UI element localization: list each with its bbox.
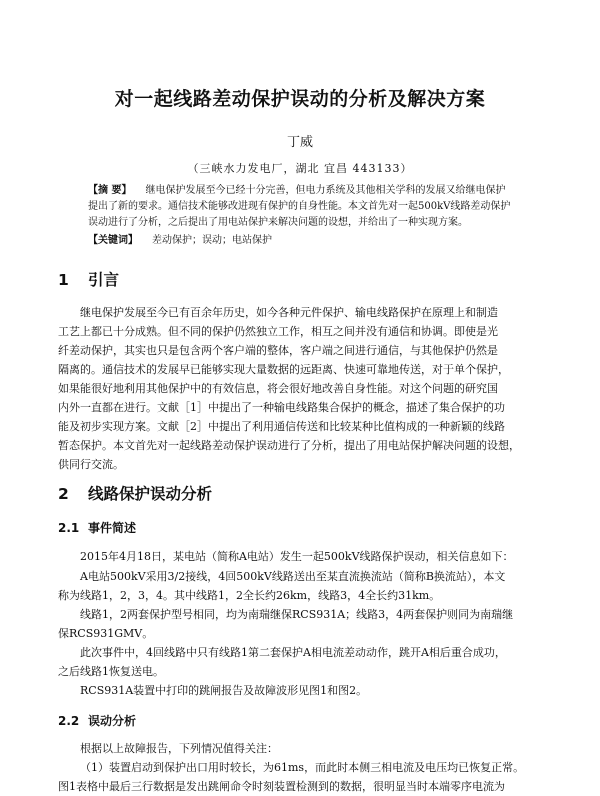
subsection-number: 2.1 (58, 521, 80, 535)
paragraph-line: 如果能很好地利用其他保护中的有效信息，将会很好地改善自身性能。对这个问题的研究国 (58, 382, 498, 395)
paragraph-line: 工艺上都已十分成熟。但不同的保护仍然独立工作，相互之间并没有通信和协调。即使是光 (58, 325, 498, 338)
paragraph-line: 供同行交流。 (58, 458, 124, 471)
abstract-label: 【摘 要】 (88, 185, 132, 196)
abstract-line: 提出了新的要求。通信技术能够改进现有保护的自身性能。本文首先对一起500kV线路差动保护 (88, 201, 511, 212)
abstract-line: 误动进行了分析，之后提出了用电站保护来解决问题的设想，并给出了一种实现方案。 (88, 217, 468, 228)
paragraph-line: 称为线路1，2，3，4。其中线路1，2全长约26km，线路3，4全长约31km。 (58, 589, 441, 602)
subsection-heading (58, 712, 136, 729)
paragraph-line: A电站500kV采用3/2接线，4回500kV线路送出至某直流换流站（简称B换流站），本文 (80, 570, 506, 583)
paragraph-line: 内外一直都在进行。文献［1］中提出了一种输电线路集合保护的概念，描述了集合保护的功 (58, 401, 505, 414)
section-title: 线路保护误动分析 (88, 485, 213, 503)
paragraph-line: 图1表格中最后三行数据是发出跳闸命令时刻装置检测到的数据，很明显当时本端零序电流为 (58, 780, 505, 793)
subsection-title: 事件简述 (88, 521, 137, 535)
paragraph-line: 根据以上故障报告，下列情况值得关注： (80, 742, 278, 755)
abstract-line (88, 183, 518, 198)
section-number: 1 (58, 271, 69, 289)
paragraph-line: 2015年4月18日，某电站（简称A电站）发生一起500kV线路保护误动，相关信息如下： (80, 550, 514, 563)
keywords-line (88, 233, 518, 248)
paragraph-line: 纤差动保护，其实也只是包含两个客户端的整体，客户端之间进行通信，与其他保护仍然是 (58, 344, 498, 357)
paragraph-line: 能及初步实现方案。文献［2］中提出了利用通信传送和比较某种比值构成的一种新颖的线路 (58, 420, 505, 433)
keywords-text: 差动保护；误动；电站保护 (152, 235, 272, 246)
keywords-label: 【关键词】 (88, 235, 138, 246)
paragraph-line: 继电保护发展至今已有百余年历史，如今各种元件保护、输电线路保护在原理上和制造 (80, 306, 498, 319)
paragraph-line: 暂态保护。本文首先对一起线路差动保护误动进行了分析，提出了用电站保护解决问题的设想， (58, 439, 520, 452)
paragraph-line: 保RCS931GMV。 (58, 627, 154, 640)
subsection-number: 2.2 (58, 714, 80, 728)
abstract-text: 继电保护发展至今已经十分完善，但电力系统及其他相关学科的发展又给继电保护 (145, 185, 506, 196)
paragraph-line: 隔离的。通信技术的发展早已能够实现大量数据的远距离、快速可靠地传送，对于单个保护， (58, 363, 509, 376)
paper-title: 对一起线路差动保护误动的分析及解决方案 (114, 88, 486, 110)
section-title: 引言 (88, 271, 120, 289)
subsection-title: 误动分析 (88, 714, 137, 728)
paragraph-line: （1）装置启动到保护出口用时较长，为61ms，而此时本侧三相电流及电压均已恢复正常。 (80, 761, 525, 774)
paragraph-line: RCS931A装置中打印的跳闸报告及故障波形见图1和图2。 (80, 684, 368, 697)
section-heading (58, 268, 119, 290)
affiliation: （三峡水力发电厂，湖北 宜昌 443133） (187, 162, 413, 175)
paragraph-line: 此次事件中，4回线路中只有线路1第二套保护A相电流差动动作，跳开A相后重合成功， (80, 646, 506, 659)
paragraph-line: 之后线路1恢复送电。 (58, 665, 164, 678)
subsection-heading (58, 519, 136, 536)
paragraph-line: 线路1，2两套保护型号相同，均为南瑞继保RCS931A；线路3，4两套保护则同为南瑞继 (80, 608, 514, 621)
author: 丁威 (286, 135, 313, 150)
section-number: 2 (58, 485, 69, 503)
section-heading (58, 482, 212, 504)
